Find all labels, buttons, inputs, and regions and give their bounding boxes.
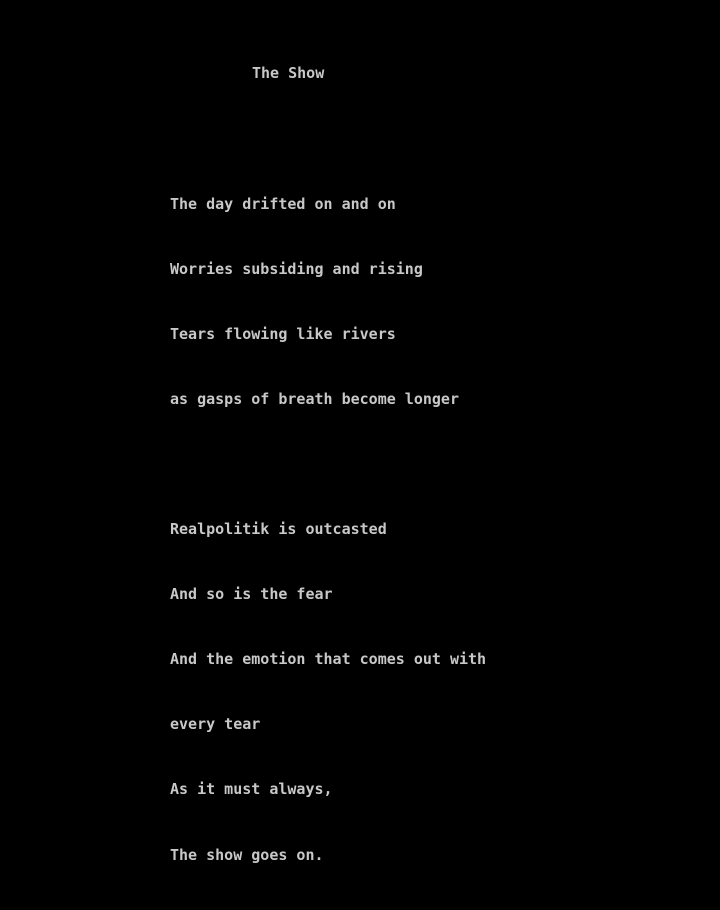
blank-line	[170, 129, 486, 151]
poem-line: The show goes on.	[170, 845, 324, 864]
poem-line: Tears flowing like rivers	[170, 324, 396, 343]
poem-line: Realpolitik is outcasted	[170, 520, 387, 539]
poem-line: as gasps of breath become longer	[170, 389, 459, 408]
poem-line: And so is the fear	[170, 585, 333, 604]
poem-title: The Show	[252, 64, 325, 83]
poem-line: And the emotion that comes out with	[170, 650, 487, 669]
poem-line: The day drifted on and on	[170, 194, 396, 213]
blank-line	[170, 454, 486, 476]
poem-text-block	[170, 20, 486, 910]
poem-line: As it must always,	[170, 780, 333, 799]
poem-line: Worries subsiding and rising	[170, 259, 423, 278]
poem-line: every tear	[170, 715, 261, 734]
